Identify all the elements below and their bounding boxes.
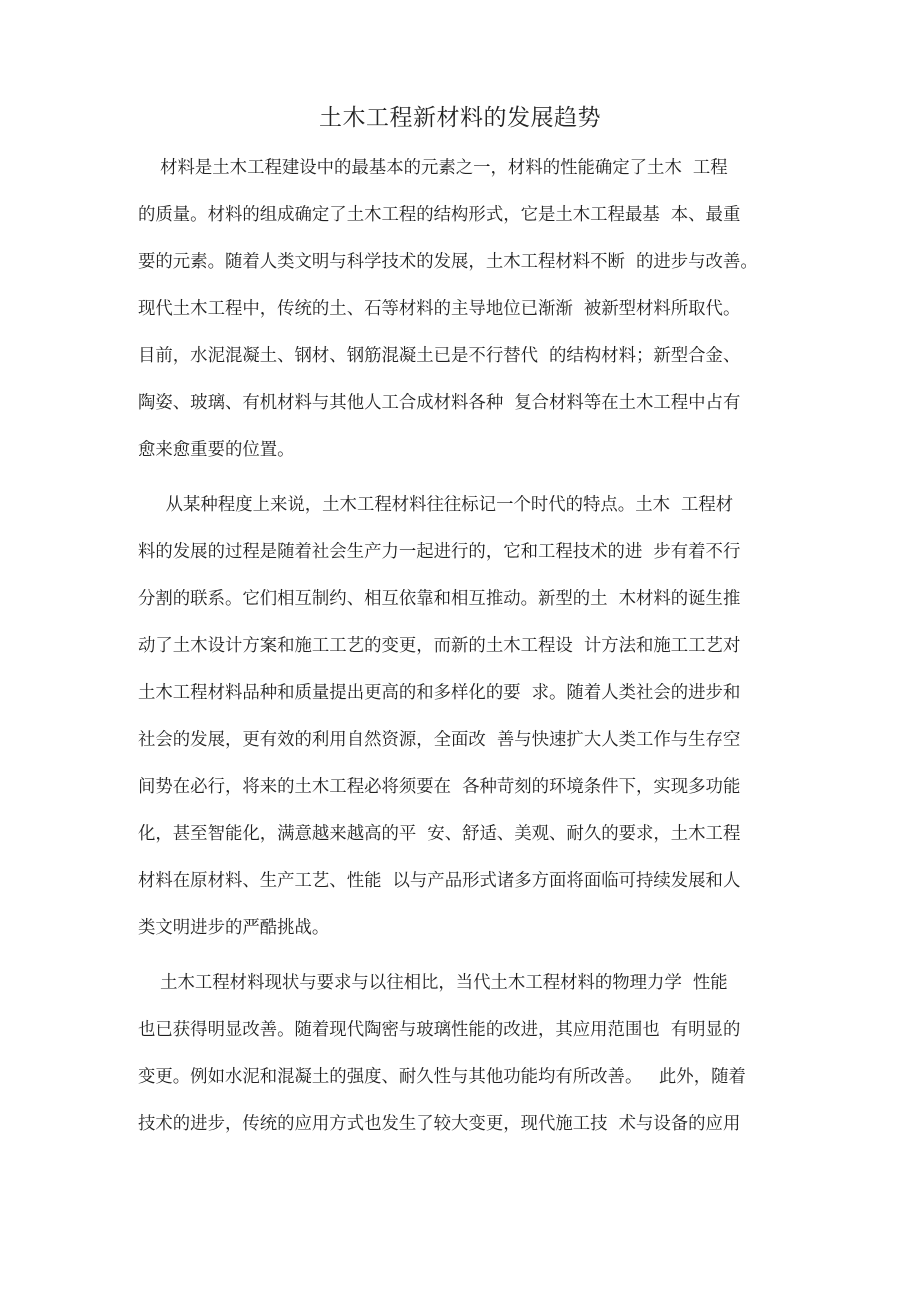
paragraph-2-line-9: 材料在原材料、生产工艺、性能 以与产品形式诸多方面将面临可持续发展和人 (138, 871, 741, 891)
paragraph-3-line-3: 变更。例如水泥和混凝土的强度、耐久性与其他功能均有所改善。 此外，随着 (138, 1067, 746, 1087)
paragraph-1-line-7: 愈来愈重要的位置。 (138, 440, 295, 460)
paragraph-2-line-1: 从某种程度上来说，土木工程材料往往标记一个时代的特点。土木 工程材 (138, 495, 734, 515)
paragraph-1-line-4: 现代土木工程中，传统的土、石等材料的主导地位已渐渐 被新型材料所取代。 (138, 299, 741, 319)
paragraph-1-line-5: 目前，水泥混凝土、钢材、钢筋混凝土已是不行替代 的结构材料；新型合金、 (138, 346, 741, 366)
paragraph-2-line-2: 料的发展的过程是随着社会生产力一起进行的，它和工程技术的进 步有着不行 (138, 542, 741, 562)
paragraph-1-line-3: 要的元素。随着人类文明与科学技术的发展，土木工程材料不断 的进步与改善。 (138, 252, 758, 272)
paragraph-2-line-3: 分割的联系。它们相互制约、相互依靠和相互推动。新型的土 木材料的诞生推 (138, 589, 741, 609)
paragraph-1-line-1: 材料是土木工程建设中的最基本的元素之一，材料的性能确定了土木 工程 (138, 158, 728, 178)
paragraph-2-line-5: 土木工程材料品种和质量提出更高的和多样化的要 求。随着人类社会的进步和 (138, 683, 741, 703)
document-title: 土木工程新材料的发展趋势 (319, 105, 601, 131)
paragraph-2-line-10: 类文明进步的严酷挑战。 (138, 918, 330, 938)
paragraph-3-line-4: 技术的进步，传统的应用方式也发生了较大变更，现代施工技 术与设备的应用 (138, 1114, 741, 1134)
paragraph-3-line-2: 也已获得明显改善。随着现代陶密与玻璃性能的改进，其应用范围也 有明显的 (138, 1020, 741, 1040)
paragraph-2-line-6: 社会的发展，更有效的利用自然资源，全面改 善与快速扩大人类工作与生存空 (138, 730, 741, 750)
paragraph-2-line-7: 间势在必行，将来的土木工程必将须要在 各种苛刻的环境条件下，实现多功能 (138, 777, 741, 797)
paragraph-2-line-8: 化，甚至智能化，满意越来越高的平 安、舒适、美观、耐久的要求，土木工程 (138, 824, 741, 844)
paragraph-2-line-4: 动了土木设计方案和施工工艺的变更，而新的土木工程设 计方法和施工工艺对 (138, 636, 741, 656)
paragraph-1-line-2: 的质量。材料的组成确定了土木工程的结构形式，它是土木工程最基 本、最重 (138, 205, 741, 225)
paragraph-3-line-1: 土木工程材料现状与要求与以往相比，当代土木工程材料的物理力学 性能 (138, 973, 728, 993)
paragraph-1-line-6: 陶姿、玻璃、有机材料与其他人工合成材料各种 复合材料等在土木工程中占有 (138, 393, 741, 413)
